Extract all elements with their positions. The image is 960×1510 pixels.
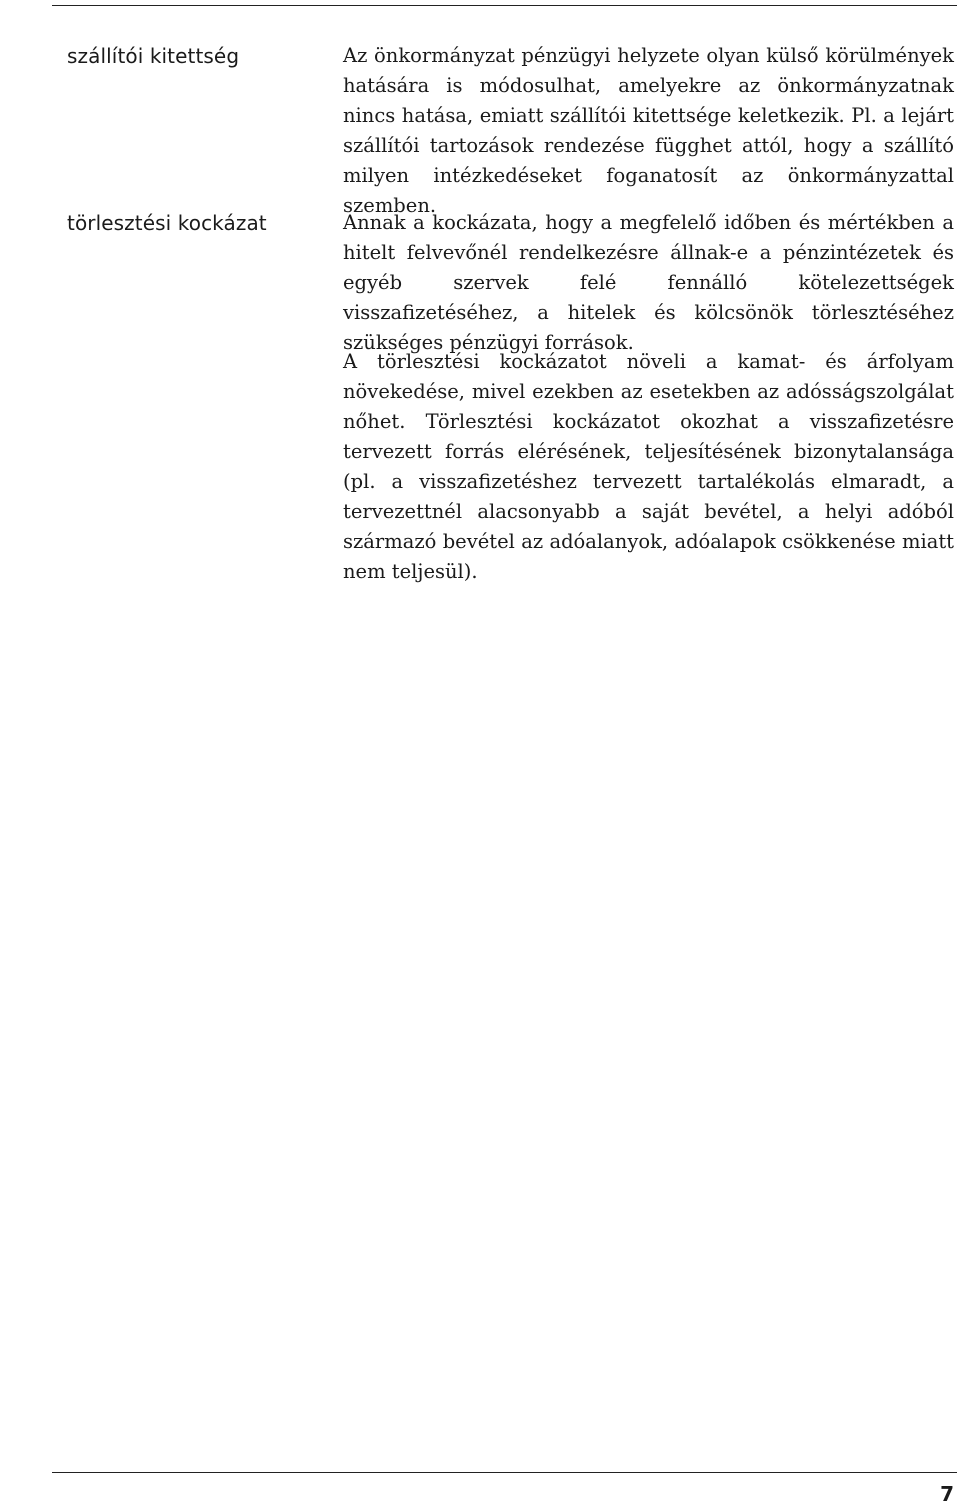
term-supplier-exposure: szállítói kitettség <box>67 44 240 68</box>
bottom-rule <box>52 1472 957 1473</box>
top-rule <box>52 5 957 6</box>
definition-supplier-exposure: Az önkormányzat pénzügyi helyzete olyan külső körülmények hatására is módosulhat, amelyekre az önkormányzatnak nincs hatása, emiatt szállítói kitettsége keletkezik. Pl. a lejárt szállítói tartozások rendezése függhet attól, hogy a szállító milyen intézkedéseket foganatosít az önkormányzattal szemben. <box>343 44 954 217</box>
definition-repayment-risk-part-2: A törlesztési kockázatot növeli a kamat- és árfolyam növekedése, mivel ezekben az esetekben az adósságszolgálat nőhet. Törlesztési kockázatot okozhat a visszafizetésre tervezett forrás elérésének, teljesítésének bizonytalansága (pl. a visszafizetéshez tervezett tartalékolás elmaradt, a tervezettnél alacsonyabb a saját bevétel, a helyi adóból származó bevétel az adóalanyok, adóalapok csökkenése miatt nem teljesül). <box>343 350 954 583</box>
page-number: 7 <box>940 1482 954 1506</box>
definition-repayment-risk-part-1: Annak a kockázata, hogy a megfelelő időben és mértékben a hitelt felvevőnél rendelkezésre állnak-e a pénzintézetek és egyéb szervek felé fennálló kötelezettségek visszafizetéséhez, a hitelek és kölcsönök törlesztéséhez szükséges pénzügyi források. <box>343 211 954 354</box>
term-repayment-risk: törlesztési kockázat <box>67 211 267 235</box>
